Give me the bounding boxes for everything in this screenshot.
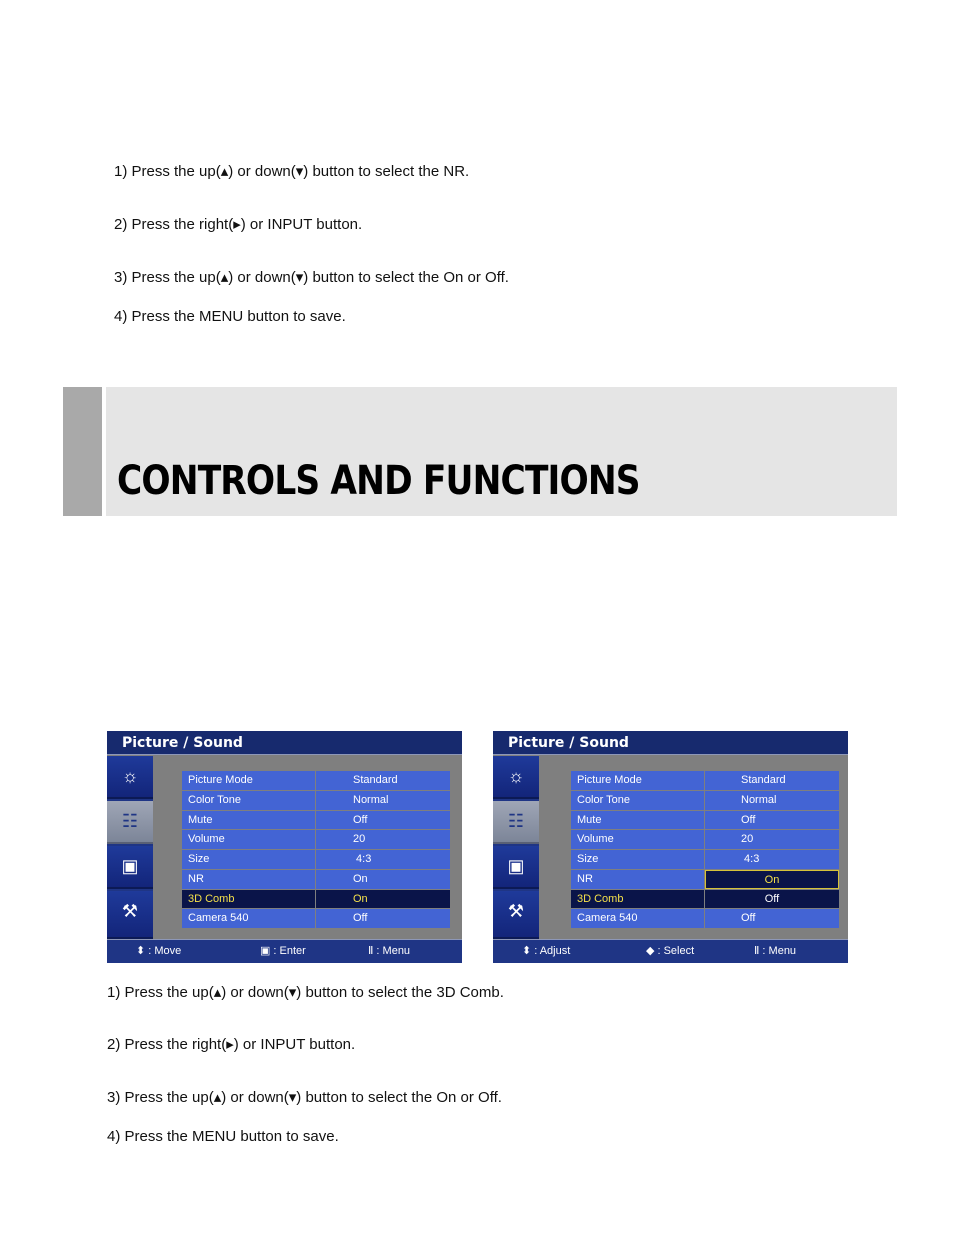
tab-sound[interactable] <box>493 801 539 844</box>
row-value: Off <box>705 811 839 830</box>
osd-sidebar <box>107 756 153 939</box>
osd-title: Picture / Sound <box>493 731 848 755</box>
picture-frame-icon: ▣ <box>507 856 525 876</box>
osd-footer <box>107 939 462 963</box>
row-label: 3D Comb <box>571 890 704 909</box>
row-label: Color Tone <box>182 791 315 810</box>
step-text: 4) Press the MENU button to save. <box>107 1128 339 1145</box>
footer-label: : Select <box>657 945 695 957</box>
row-label: Camera 540 <box>182 909 315 928</box>
row-value: Standard <box>316 771 450 790</box>
banner-divider <box>102 387 106 516</box>
row-label: Size <box>182 850 315 869</box>
footer-enter <box>260 940 306 963</box>
menu-row-mute[interactable] <box>182 811 450 831</box>
banner-accent-bar <box>63 387 102 516</box>
step-text: 3) Press the up(▴) or down(▾) button to select the On or Off. <box>107 1089 502 1106</box>
menu-row-color-tone[interactable] <box>571 791 839 811</box>
menu-row-volume[interactable] <box>182 830 450 850</box>
tab-picture[interactable] <box>493 756 539 799</box>
osd-menu-left <box>107 731 462 963</box>
sun-icon: ☼ <box>507 766 525 786</box>
osd-menu-list <box>182 771 450 929</box>
row-value: 20 <box>705 830 839 849</box>
row-label: NR <box>571 870 704 889</box>
footer-select <box>646 940 694 963</box>
osd-footer <box>493 939 848 963</box>
menu-button-icon: Ⅱ <box>368 945 374 957</box>
row-label: Volume <box>571 830 704 849</box>
menu-row-size[interactable] <box>182 850 450 870</box>
tab-setup[interactable] <box>107 891 153 939</box>
footer-move <box>136 940 181 963</box>
menu-row-color-tone[interactable] <box>182 791 450 811</box>
menu-row-3d-comb[interactable] <box>182 890 450 910</box>
row-label: Mute <box>571 811 704 830</box>
equalizer-icon: ☷ <box>121 811 139 831</box>
footer-label: : Adjust <box>534 945 571 957</box>
footer-menu <box>754 940 796 963</box>
osd-menu-list <box>571 771 839 929</box>
tab-screen[interactable] <box>107 846 153 889</box>
row-label: 3D Comb <box>182 890 315 909</box>
sun-icon: ☼ <box>121 766 139 786</box>
step-text: 2) Press the right(▸) or INPUT button. <box>114 216 363 233</box>
menu-row-picture-mode[interactable] <box>182 771 450 791</box>
menu-button-icon: Ⅱ <box>754 945 760 957</box>
row-label: Picture Mode <box>571 771 704 790</box>
tab-screen[interactable] <box>493 846 539 889</box>
equalizer-icon: ☷ <box>507 811 525 831</box>
row-label: NR <box>182 870 315 889</box>
tools-icon: ⚒ <box>121 901 139 921</box>
tab-setup[interactable] <box>493 891 539 939</box>
tab-picture[interactable] <box>107 756 153 799</box>
row-value: Off <box>316 811 450 830</box>
osd-title: Picture / Sound <box>107 731 462 755</box>
footer-label: : Enter <box>273 945 306 957</box>
section-banner <box>63 387 897 516</box>
row-label: Picture Mode <box>182 771 315 790</box>
row-value: Normal <box>316 791 450 810</box>
osd-sidebar <box>493 756 539 939</box>
footer-adjust <box>522 940 570 963</box>
row-label: Volume <box>182 830 315 849</box>
row-label: Size <box>571 850 704 869</box>
step-text: 2) Press the right(▸) or INPUT button. <box>107 1036 356 1053</box>
up-down-arrow-icon: ⬍ <box>522 945 532 957</box>
row-value: 4:3 <box>316 850 450 869</box>
up-down-arrow-icon: ⬍ <box>136 945 146 957</box>
row-value: 4:3 <box>705 850 839 869</box>
row-value: On <box>316 890 450 909</box>
menu-row-camera-540[interactable] <box>182 909 450 929</box>
menu-row-size[interactable] <box>571 850 839 870</box>
picture-frame-icon: ▣ <box>121 856 139 876</box>
row-label: Camera 540 <box>571 909 704 928</box>
step-text: 1) Press the up(▴) or down(▾) button to select the 3D Comb. <box>107 984 504 1001</box>
row-value: 20 <box>316 830 450 849</box>
row-value: Normal <box>705 791 839 810</box>
enter-button-icon: ▣ <box>260 945 271 957</box>
section-title: CONTROLS AND FUNCTIONS <box>117 458 640 504</box>
menu-row-camera-540[interactable] <box>571 909 839 929</box>
row-value[interactable]: Off <box>705 890 839 909</box>
step-text: 4) Press the MENU button to save. <box>114 308 346 325</box>
osd-menu-right <box>493 731 848 963</box>
step-text: 3) Press the up(▴) or down(▾) button to select the On or Off. <box>114 269 509 286</box>
step-text: 1) Press the up(▴) or down(▾) button to select the NR. <box>114 163 470 180</box>
row-value: Off <box>705 909 839 928</box>
menu-row-nr[interactable] <box>182 870 450 890</box>
row-label: Mute <box>182 811 315 830</box>
footer-label: : Menu <box>376 945 411 957</box>
row-value: Off <box>316 909 450 928</box>
menu-row-volume[interactable] <box>571 830 839 850</box>
tools-icon: ⚒ <box>507 901 525 921</box>
row-label: Color Tone <box>571 791 704 810</box>
left-right-arrow-icon: ◆ <box>646 945 655 957</box>
footer-label: : Move <box>148 945 182 957</box>
tab-sound[interactable] <box>107 801 153 844</box>
row-value: On <box>316 870 450 889</box>
menu-row-picture-mode[interactable] <box>571 771 839 791</box>
menu-row-nr[interactable] <box>571 870 839 890</box>
row-value[interactable]: On <box>705 870 839 889</box>
menu-row-mute[interactable] <box>571 811 839 831</box>
footer-label: : Menu <box>762 945 797 957</box>
menu-row-3d-comb[interactable] <box>571 890 839 910</box>
row-value: Standard <box>705 771 839 790</box>
footer-menu <box>368 940 410 963</box>
